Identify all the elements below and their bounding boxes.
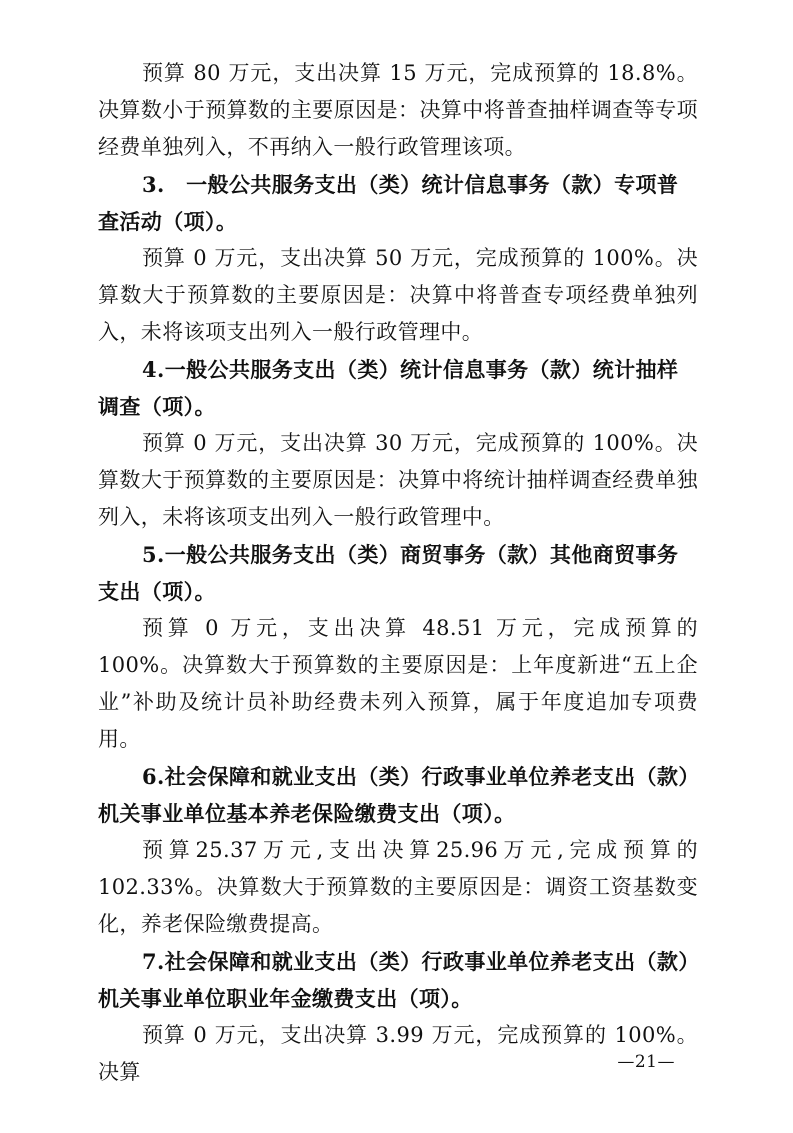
heading-item-7: 7.社会保障和就业支出（类）行政事业单位养老支出（款）机关事业单位职业年金缴费支出（项）。: [98, 949, 690, 1011]
page-number: —21—: [617, 1052, 675, 1072]
paragraph-item-5-detail: 预算 0 万元，支出决算 48.51 万元，完成预算的 100%。决算数大于预算数的主要原因是：上年度新进“五上企业”补助及统计员补助经费未列入预算，属于年度追加专项费用。: [98, 616, 698, 751]
heading-item-6: 6.社会保障和就业支出（类）行政事业单位养老支出（款）机关事业单位基本养老保险缴费支出（项）。: [98, 764, 690, 826]
paragraph-item-4-detail: 预算 0 万元，支出决算 30 万元，完成预算的 100%。决算数大于预算数的主要原因是：决算中将统计抽样调查经费单独列入，未将该项支出列入一般行政管理中。: [98, 431, 698, 529]
heading-item-3: 3. 一般公共服务支出（类）统计信息事务（款）专项普查活动（项）。: [98, 172, 679, 234]
paragraph-item-7-detail: 预算 0 万元，支出决算 3.99 万元，完成预算的 100%。决算: [98, 1023, 698, 1084]
paragraph-item-6-detail: 预算25.37万元,支出决算25.96万元,完成预算的102.33%。决算数大于预算数的主要原因是：调资工资基数变化，养老保险缴费提高。: [98, 838, 698, 936]
heading-item-4: 4.一般公共服务支出（类）统计信息事务（款）统计抽样调查（项）。: [98, 357, 679, 419]
paragraph-item-3-detail: 预算 0 万元，支出决算 50 万元，完成预算的 100%。决算数大于预算数的主要原因是：决算中将普查专项经费单独列入，未将该项支出列入一般行政管理中。: [98, 246, 698, 344]
paragraph-budget-general-admin: 预算 80 万元，支出决算 15 万元，完成预算的 18.8%。决算数小于预算数的主要原因是：决算中将普查抽样调查等专项经费单独列入，不再纳入一般行政管理该项。: [98, 61, 698, 159]
document-body: [98, 55, 698, 1091]
heading-item-5: 5.一般公共服务支出（类）商贸事务（款）其他商贸事务支出（项）。: [98, 542, 679, 604]
